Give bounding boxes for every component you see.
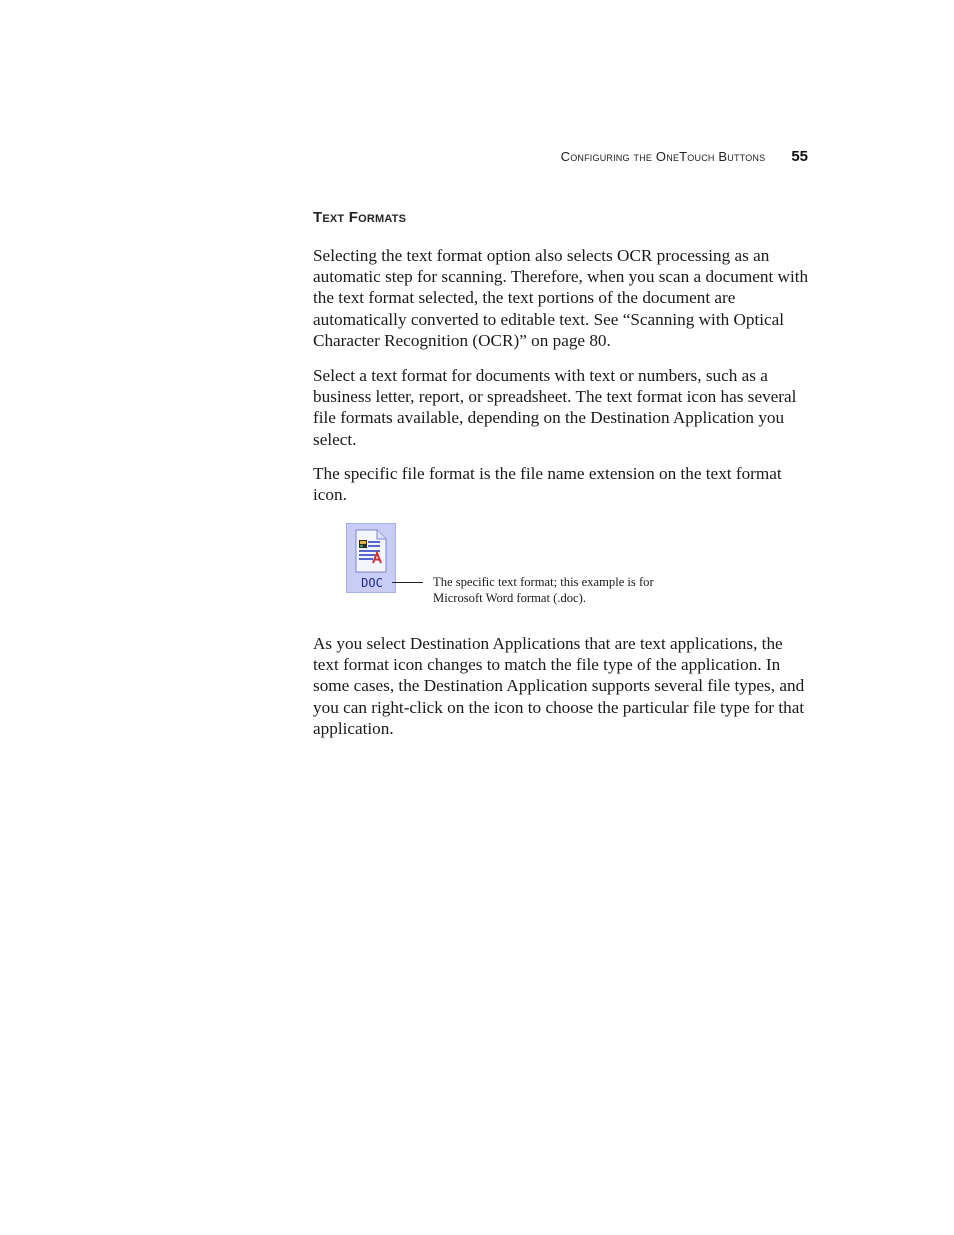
paragraph-ocr: Selecting the text format option also selects OCR processing as an automatic step for scanning. Therefore, when you scan a document with the text format selected, the text portions of the document are automatically converted to editable text. See “Scanning with Optical Character Recognition (OCR)” on page 80. — [313, 246, 809, 350]
figure-caption: The specific text format; this example is for Microsoft Word format (.doc). — [433, 575, 654, 605]
paragraph-select-format: Select a text format for documents with text or numbers, such as a business letter, report, or spreadsheet. The text format icon has several file formats available, depending on the Destination Application you select. — [313, 366, 797, 449]
file-extension-label: DOC — [361, 576, 383, 590]
running-header — [561, 148, 808, 165]
paragraph-file-extension: The specific file format is the file name extension on the text format icon. — [313, 464, 782, 505]
header-title: Configuring the OneTouch Buttons — [560, 149, 766, 164]
paragraph-destination-apps: As you select Destination Applications that are text applications, the text format icon changes to match the file type of the application. In some cases, the Destination Application supports several file types, and you can right-click on the icon to choose the particular file type for that application. — [313, 634, 805, 738]
callout-line — [392, 582, 423, 583]
section-heading: Text Formats — [313, 209, 407, 226]
text-format-icon — [346, 523, 396, 593]
document-icon — [355, 529, 387, 573]
text-format-figure — [346, 523, 666, 613]
page-number: 55 — [791, 148, 808, 165]
